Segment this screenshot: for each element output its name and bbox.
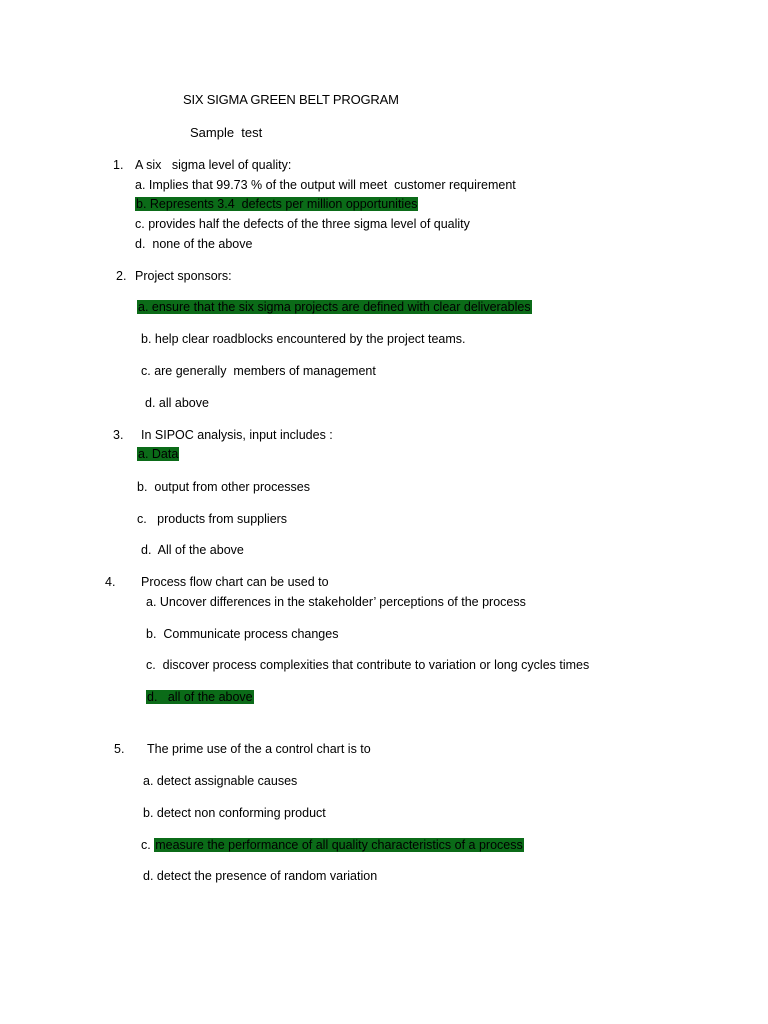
question-number: 5. (114, 742, 125, 756)
answer-highlight: a. ensure that the six sigma projects are defined with clear deliverables (138, 300, 531, 314)
option-b-answer (135, 196, 418, 212)
option-d: d. All of the above (141, 543, 244, 557)
option-b: b. Communicate process changes (146, 627, 339, 641)
option-a-answer (137, 446, 179, 462)
option-a-answer (137, 299, 532, 315)
question-text: A six sigma level of quality: (135, 158, 292, 172)
option-a: a. detect assignable causes (143, 774, 298, 788)
option-b: b. detect non conforming product (143, 806, 326, 820)
question-number: 1. (113, 158, 124, 172)
option-d-answer (146, 689, 254, 705)
option-c: c. provides half the defects of the three sigma level of quality (135, 217, 470, 231)
question-text: The prime use of the a control chart is to (147, 742, 371, 756)
answer-highlight: a. Data (138, 447, 179, 461)
option-b: b. help clear roadblocks encountered by the project teams. (141, 332, 466, 346)
question-text: In SIPOC analysis, input includes : (141, 428, 333, 442)
option-a: a. Uncover differences in the stakeholder’ perceptions of the process (146, 595, 526, 609)
question-text: Project sponsors: (135, 269, 232, 283)
option-c: c. discover process complexities that contribute to variation or long cycles times (146, 658, 590, 672)
question-text: Process flow chart can be used to (141, 575, 329, 589)
question-number: 4. (105, 575, 116, 589)
option-d: d. detect the presence of random variation (143, 869, 378, 883)
option-c: c. products from suppliers (137, 512, 288, 526)
question-number: 2. (116, 269, 127, 283)
option-d: d. all above (145, 396, 209, 410)
document-title: SIX SIGMA GREEN BELT PROGRAM (183, 92, 399, 107)
option-b: b. output from other processes (137, 480, 311, 494)
option-c-answer (141, 837, 524, 853)
document-subtitle: Sample test (190, 125, 263, 140)
answer-highlight: b. Represents 3.4 defects per million opportunities (136, 197, 418, 211)
answer-highlight: d. all of the above (147, 690, 253, 704)
option-a: a. Implies that 99.73 % of the output will meet customer requirement (135, 178, 516, 192)
option-c-letter: c. (141, 838, 151, 852)
question-number: 3. (113, 428, 124, 442)
option-c: c. are generally members of management (141, 364, 376, 378)
option-d: d. none of the above (135, 237, 253, 251)
answer-highlight: measure the performance of all quality characteristics of a process (155, 838, 523, 852)
